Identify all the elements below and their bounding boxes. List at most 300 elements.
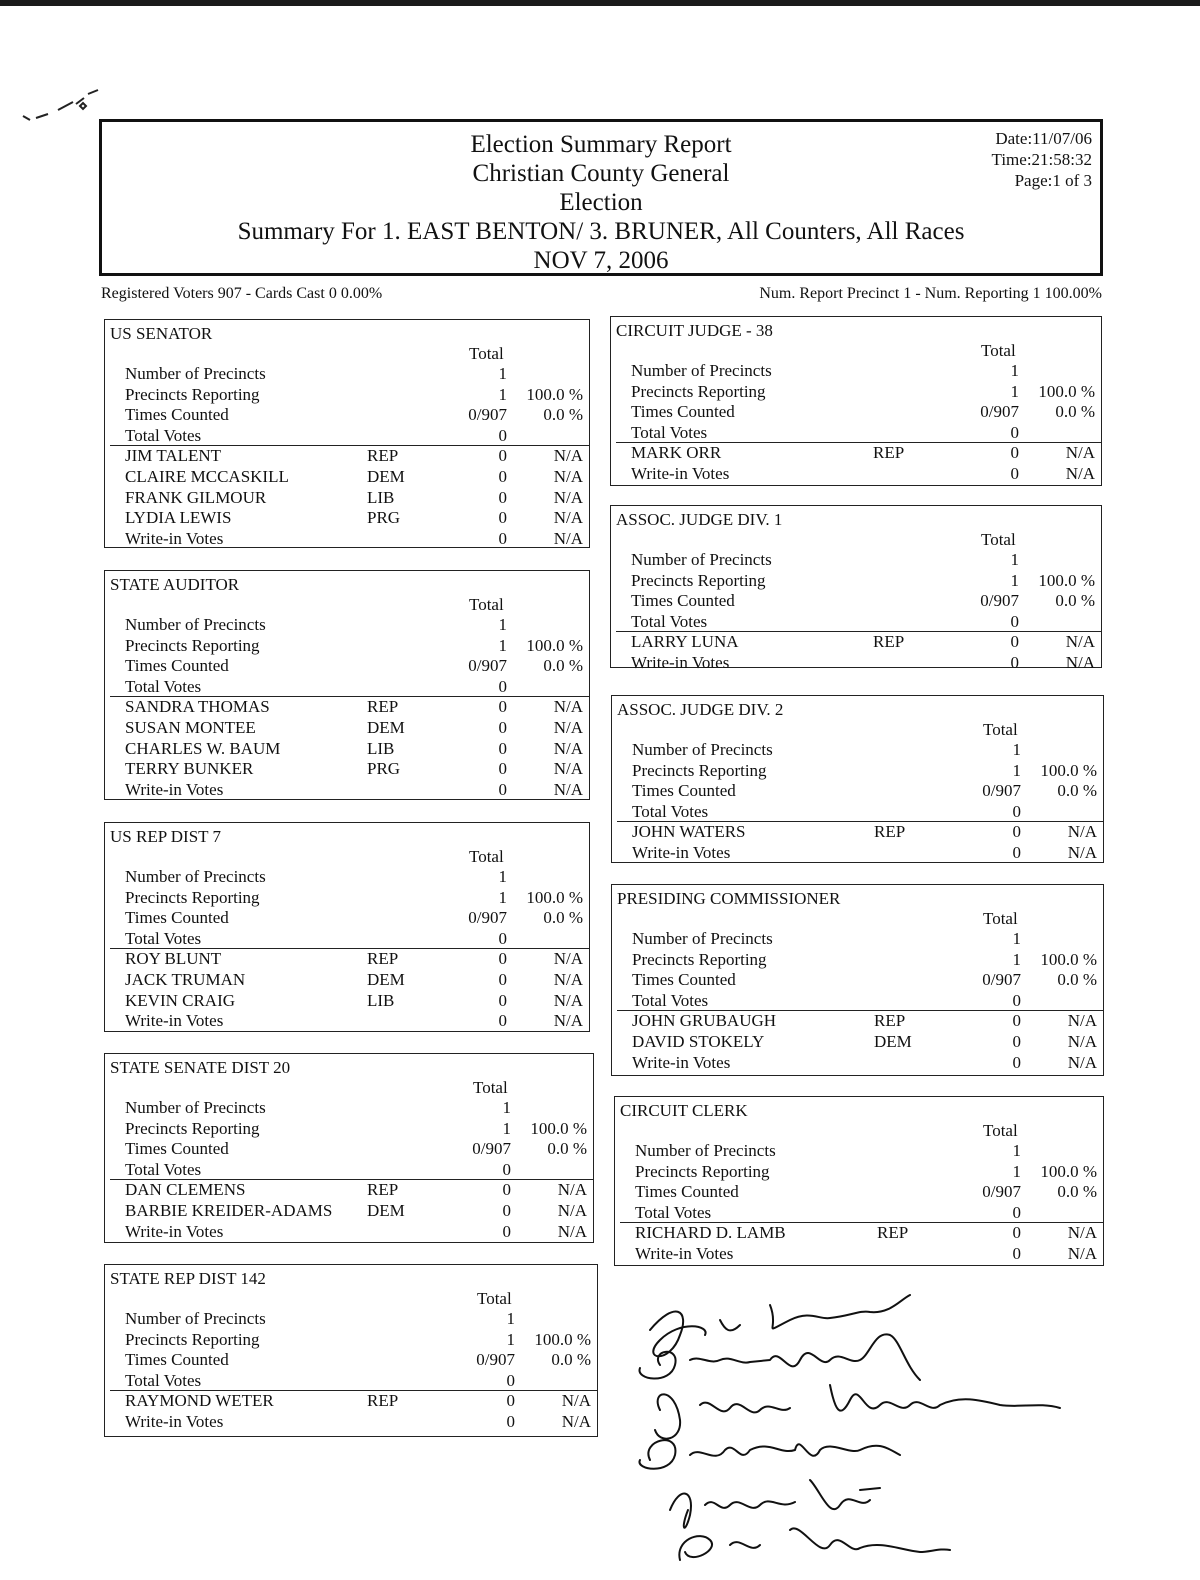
candidate-votes: 0 xyxy=(502,1201,511,1220)
candidate-row xyxy=(105,488,589,508)
total-column-header: Total xyxy=(983,909,1018,928)
candidate-percent: N/A xyxy=(553,446,583,466)
candidate-row xyxy=(105,949,589,969)
stat-value: 1 xyxy=(498,887,507,907)
stat-value: 1 xyxy=(498,635,507,655)
candidate-votes: 0 xyxy=(498,697,507,717)
candidate-name: Write-in Votes xyxy=(632,843,731,862)
race-title: STATE REP DIST 142 xyxy=(110,1269,266,1288)
stat-percent: 0.0 % xyxy=(1057,1182,1097,1202)
stat-label: Total Votes xyxy=(632,990,709,1010)
stat-row xyxy=(611,591,1101,611)
candidate-party: REP xyxy=(873,632,905,652)
stat-label: Precincts Reporting xyxy=(631,381,766,401)
total-column-header: Total xyxy=(469,847,504,866)
stat-percent: 0.0 % xyxy=(543,908,583,928)
stat-label: Precincts Reporting xyxy=(635,1161,770,1181)
stat-label: Times Counted xyxy=(125,656,229,676)
stat-label: Precincts Reporting xyxy=(125,1118,260,1138)
candidate-name: ROY BLUNT xyxy=(125,949,222,969)
stat-value: 1 xyxy=(1010,570,1019,590)
candidate-row xyxy=(105,718,589,738)
stat-label: Precincts Reporting xyxy=(631,570,766,590)
candidate-name: MARK ORR xyxy=(631,443,722,463)
candidate-party: REP xyxy=(873,443,905,463)
total-column-header: Total xyxy=(981,341,1016,360)
stat-value: 0/907 xyxy=(468,405,507,425)
report-summary-for: Summary For 1. EAST BENTON/ 3. BRUNER, All Counters, All Races xyxy=(237,218,965,245)
race-box xyxy=(611,695,1104,863)
candidate-row xyxy=(105,1391,597,1411)
report-date-line: NOV 7, 2006 xyxy=(533,247,669,274)
candidate-name: RICHARD D. LAMB xyxy=(635,1223,786,1243)
stat-row xyxy=(105,426,589,446)
stat-label: Total Votes xyxy=(125,1370,202,1390)
candidate-name: Write-in Votes xyxy=(125,1221,224,1241)
race-box xyxy=(104,822,590,1032)
race-title: STATE SENATE DIST 20 xyxy=(110,1058,291,1077)
candidate-name: Write-in Votes xyxy=(125,1011,224,1031)
race-box xyxy=(610,316,1102,486)
candidate-row xyxy=(611,443,1101,463)
candidate-votes: 0 xyxy=(498,970,507,989)
stat-label: Total Votes xyxy=(125,676,202,696)
candidate-percent: N/A xyxy=(1065,464,1095,483)
total-column-header: Total xyxy=(477,1289,512,1308)
candidate-percent: N/A xyxy=(553,508,583,528)
candidate-row xyxy=(615,1244,1103,1264)
stat-value: 0 xyxy=(502,1159,511,1179)
report-county: Christian County General xyxy=(472,160,730,187)
candidate-votes: 0 xyxy=(1010,443,1019,463)
candidate-row xyxy=(105,446,589,466)
report-time: Time:21:58:32 xyxy=(991,150,1092,169)
stat-row xyxy=(612,802,1103,822)
race-title: ASSOC. JUDGE DIV. 1 xyxy=(616,510,783,529)
stat-row xyxy=(105,1371,597,1391)
candidate-percent: N/A xyxy=(1065,443,1095,463)
stat-label: Total Votes xyxy=(125,425,202,445)
stat-percent: 100.0 % xyxy=(1040,949,1097,969)
race-title: STATE AUDITOR xyxy=(110,575,240,594)
stat-row xyxy=(612,781,1103,801)
candidate-name: KEVIN CRAIG xyxy=(125,990,236,1010)
candidate-row xyxy=(105,1222,593,1242)
stat-label: Precincts Reporting xyxy=(125,1329,260,1349)
stat-label: Times Counted xyxy=(632,970,736,990)
stat-value: 0 xyxy=(498,676,507,696)
candidate-row xyxy=(105,508,589,528)
stat-percent: 100.0 % xyxy=(526,384,583,404)
stat-row xyxy=(105,1309,597,1329)
stat-value: 0 xyxy=(498,928,507,948)
candidate-row xyxy=(612,822,1103,842)
stat-label: Number of Precincts xyxy=(125,867,266,886)
candidate-party: DEM xyxy=(874,1032,912,1051)
candidate-party: DEM xyxy=(367,467,405,486)
stat-row xyxy=(612,740,1103,760)
candidate-party: DEM xyxy=(367,718,405,737)
candidate-votes: 0 xyxy=(498,446,507,466)
stat-value: 0/907 xyxy=(476,1350,515,1370)
candidate-name: FRANK GILMOUR xyxy=(125,487,267,507)
stat-row xyxy=(611,571,1101,591)
stat-value: 0 xyxy=(1012,990,1021,1010)
stat-value: 0/907 xyxy=(982,1182,1021,1202)
race-box xyxy=(104,1053,594,1243)
candidate-percent: N/A xyxy=(1065,632,1095,652)
candidate-percent: N/A xyxy=(553,759,583,779)
race-title: ASSOC. JUDGE DIV. 2 xyxy=(617,700,784,719)
candidate-row xyxy=(105,1201,593,1221)
scan-speck-mark xyxy=(18,84,108,124)
stat-label: Precincts Reporting xyxy=(125,384,260,404)
stat-row xyxy=(612,950,1103,970)
stat-value: 0 xyxy=(1012,801,1021,821)
stat-percent: 100.0 % xyxy=(530,1118,587,1138)
stat-percent: 0.0 % xyxy=(543,405,583,425)
candidate-votes: 0 xyxy=(498,487,507,507)
candidate-percent: N/A xyxy=(553,467,583,486)
stat-label: Times Counted xyxy=(125,1350,229,1370)
candidate-percent: N/A xyxy=(553,738,583,758)
stat-label: Number of Precincts xyxy=(125,1309,266,1328)
candidate-row xyxy=(612,1011,1103,1031)
stat-value: 0 xyxy=(1012,1202,1021,1222)
candidate-row xyxy=(105,697,589,717)
report-title: Election Summary Report xyxy=(470,131,732,158)
candidate-votes: 0 xyxy=(1012,1032,1021,1051)
candidate-row xyxy=(612,843,1103,863)
candidate-votes: 0 xyxy=(502,1221,511,1241)
candidate-name: Write-in Votes xyxy=(635,1244,734,1263)
stat-label: Number of Precincts xyxy=(631,361,772,380)
candidate-name: Write-in Votes xyxy=(125,779,224,799)
candidate-name: BARBIE KREIDER-ADAMS xyxy=(125,1201,333,1220)
candidate-percent: N/A xyxy=(553,697,583,717)
stat-label: Number of Precincts xyxy=(125,364,266,383)
stat-percent: 0.0 % xyxy=(551,1350,591,1370)
candidate-votes: 0 xyxy=(1010,464,1019,483)
stat-value: 1 xyxy=(1010,361,1019,380)
stat-row xyxy=(615,1162,1103,1182)
race-box xyxy=(614,1096,1104,1266)
candidate-row xyxy=(105,467,589,487)
candidate-row xyxy=(105,759,589,779)
candidate-votes: 0 xyxy=(498,990,507,1010)
candidate-votes: 0 xyxy=(506,1391,515,1411)
candidate-party: REP xyxy=(367,446,399,466)
stat-value: 0/907 xyxy=(982,970,1021,990)
candidate-name: RAYMOND WETER xyxy=(125,1391,274,1411)
candidate-votes: 0 xyxy=(1012,822,1021,842)
candidate-row xyxy=(105,529,589,549)
total-column-header: Total xyxy=(981,530,1016,549)
reporting-summary: Num. Report Precinct 1 - Num. Reporting 1 100.00% xyxy=(759,285,1102,302)
stat-row xyxy=(105,1330,597,1350)
candidate-name: DAVID STOKELY xyxy=(632,1032,765,1051)
candidate-votes: 0 xyxy=(498,528,507,548)
stat-label: Number of Precincts xyxy=(635,1141,776,1160)
stat-row xyxy=(615,1182,1103,1202)
candidate-row xyxy=(105,739,589,759)
candidate-name: Write-in Votes xyxy=(125,1412,224,1431)
stat-value: 1 xyxy=(1010,381,1019,401)
stat-value: 0 xyxy=(1010,422,1019,442)
candidate-votes: 0 xyxy=(1012,1011,1021,1031)
stat-label: Number of Precincts xyxy=(632,929,773,948)
stat-label: Total Votes xyxy=(631,422,708,442)
stat-percent: 0.0 % xyxy=(547,1139,587,1159)
stat-value: 0/907 xyxy=(472,1139,511,1159)
stat-row xyxy=(105,908,589,928)
candidate-percent: N/A xyxy=(553,990,583,1010)
poll-worker-signatures xyxy=(620,1290,1080,1570)
stat-label: Number of Precincts xyxy=(125,615,266,634)
candidate-party: DEM xyxy=(367,1201,405,1220)
candidate-party: REP xyxy=(367,1391,399,1411)
candidate-votes: 0 xyxy=(1010,632,1019,652)
race-box xyxy=(611,884,1104,1076)
candidate-votes: 0 xyxy=(502,1180,511,1200)
candidate-percent: N/A xyxy=(557,1180,587,1200)
stat-percent: 100.0 % xyxy=(1040,1161,1097,1181)
stat-row xyxy=(615,1141,1103,1161)
candidate-votes: 0 xyxy=(498,467,507,486)
candidate-percent: N/A xyxy=(553,718,583,737)
candidate-row xyxy=(105,1011,589,1031)
registered-voters-summary: Registered Voters 907 - Cards Cast 0 0.00% xyxy=(101,285,383,302)
candidate-votes: 0 xyxy=(498,779,507,799)
candidate-percent: N/A xyxy=(561,1412,591,1431)
candidate-name: JIM TALENT xyxy=(125,446,222,466)
stat-value: 0/907 xyxy=(468,656,507,676)
stat-row xyxy=(611,402,1101,422)
stat-row xyxy=(105,929,589,949)
stat-value: 1 xyxy=(1012,949,1021,969)
candidate-percent: N/A xyxy=(1067,1032,1097,1051)
race-title: US SENATOR xyxy=(110,324,213,343)
candidate-percent: N/A xyxy=(557,1201,587,1220)
stat-value: 1 xyxy=(498,867,507,886)
candidate-name: SANDRA THOMAS xyxy=(125,697,270,717)
candidate-percent: N/A xyxy=(553,949,583,969)
stat-label: Number of Precincts xyxy=(631,550,772,569)
candidate-votes: 0 xyxy=(498,508,507,528)
candidate-percent: N/A xyxy=(1067,1223,1097,1243)
candidate-row xyxy=(612,1053,1103,1073)
report-election: Election xyxy=(559,189,643,216)
total-column-header: Total xyxy=(473,1078,508,1097)
candidate-votes: 0 xyxy=(498,718,507,737)
stat-row xyxy=(611,423,1101,443)
stat-value: 1 xyxy=(1012,929,1021,948)
stat-row xyxy=(105,1350,597,1370)
stat-label: Times Counted xyxy=(635,1182,739,1202)
stat-percent: 100.0 % xyxy=(1040,760,1097,780)
candidate-percent: N/A xyxy=(553,487,583,507)
candidate-party: DEM xyxy=(367,970,405,989)
candidate-percent: N/A xyxy=(553,528,583,548)
candidate-party: REP xyxy=(367,949,399,969)
stat-row xyxy=(105,364,589,384)
candidate-name: Write-in Votes xyxy=(631,653,730,672)
candidate-percent: N/A xyxy=(1067,1052,1097,1072)
candidate-party: LIB xyxy=(367,487,395,507)
stat-value: 0/907 xyxy=(468,908,507,928)
candidate-votes: 0 xyxy=(1010,653,1019,672)
stat-label: Precincts Reporting xyxy=(125,887,260,907)
candidate-votes: 0 xyxy=(1012,1223,1021,1243)
stat-value: 1 xyxy=(1012,740,1021,759)
stat-row xyxy=(615,1203,1103,1223)
candidate-name: JACK TRUMAN xyxy=(125,970,246,989)
stat-label: Times Counted xyxy=(631,402,735,422)
candidate-votes: 0 xyxy=(1012,843,1021,862)
stat-label: Number of Precincts xyxy=(632,740,773,759)
candidate-row xyxy=(611,464,1101,484)
candidate-row xyxy=(105,1412,597,1432)
race-box xyxy=(610,505,1102,672)
stat-row xyxy=(611,612,1101,632)
candidate-name: Write-in Votes xyxy=(632,1052,731,1072)
stat-value: 1 xyxy=(498,384,507,404)
total-column-header: Total xyxy=(469,595,504,614)
candidate-percent: N/A xyxy=(557,1221,587,1241)
stat-label: Number of Precincts xyxy=(125,1098,266,1117)
stat-value: 1 xyxy=(1012,760,1021,780)
stat-percent: 100.0 % xyxy=(1038,381,1095,401)
candidate-percent: N/A xyxy=(1067,1011,1097,1031)
candidate-party: LIB xyxy=(367,990,395,1010)
stat-row xyxy=(105,656,589,676)
stat-label: Total Votes xyxy=(125,928,202,948)
candidate-row xyxy=(105,970,589,990)
candidate-votes: 0 xyxy=(498,1011,507,1031)
race-title: CIRCUIT CLERK xyxy=(620,1101,748,1120)
stat-percent: 100.0 % xyxy=(526,635,583,655)
candidate-name: SUSAN MONTEE xyxy=(125,718,256,737)
stat-label: Total Votes xyxy=(631,611,708,631)
stat-label: Times Counted xyxy=(125,908,229,928)
candidate-name: Write-in Votes xyxy=(631,464,730,483)
candidate-percent: N/A xyxy=(553,970,583,989)
stat-row xyxy=(105,888,589,908)
candidate-row xyxy=(611,653,1101,673)
stat-row xyxy=(611,361,1101,381)
candidate-name: TERRY BUNKER xyxy=(125,759,254,779)
stat-row xyxy=(612,761,1103,781)
stat-row xyxy=(105,1119,593,1139)
stat-row xyxy=(105,636,589,656)
stat-label: Times Counted xyxy=(125,405,229,425)
stat-value: 1 xyxy=(502,1118,511,1138)
candidate-percent: N/A xyxy=(561,1391,591,1411)
stat-row xyxy=(105,615,589,635)
stat-row xyxy=(105,1160,593,1180)
stat-row xyxy=(611,550,1101,570)
stat-label: Precincts Reporting xyxy=(632,949,767,969)
stat-row xyxy=(612,970,1103,990)
candidate-row xyxy=(105,1180,593,1200)
stat-percent: 0.0 % xyxy=(543,656,583,676)
race-box xyxy=(104,570,590,800)
candidate-party: REP xyxy=(874,822,906,842)
stat-percent: 0.0 % xyxy=(1055,591,1095,611)
candidate-party: REP xyxy=(874,1011,906,1031)
race-box xyxy=(104,1264,598,1437)
stat-value: 1 xyxy=(498,364,507,383)
candidate-party: REP xyxy=(877,1223,909,1243)
stat-value: 1 xyxy=(498,615,507,634)
stat-label: Precincts Reporting xyxy=(632,760,767,780)
stat-value: 1 xyxy=(502,1098,511,1117)
report-header xyxy=(99,119,1103,276)
stat-row xyxy=(105,1098,593,1118)
stat-value: 0/907 xyxy=(980,591,1019,611)
candidate-percent: N/A xyxy=(1067,822,1097,842)
candidate-party: PRG xyxy=(367,508,401,528)
candidate-percent: N/A xyxy=(553,779,583,799)
candidate-row xyxy=(105,991,589,1011)
stat-row xyxy=(105,1139,593,1159)
candidate-percent: N/A xyxy=(1067,1244,1097,1263)
stat-value: 0 xyxy=(1010,611,1019,631)
stat-label: Times Counted xyxy=(125,1139,229,1159)
candidate-row xyxy=(105,780,589,800)
stat-row xyxy=(612,991,1103,1011)
candidate-party: LIB xyxy=(367,738,395,758)
stat-value: 1 xyxy=(506,1329,515,1349)
candidate-percent: N/A xyxy=(553,1011,583,1031)
candidate-name: LYDIA LEWIS xyxy=(125,508,232,528)
scan-edge-line xyxy=(0,0,1200,6)
candidate-name: CLAIRE MCCASKILL xyxy=(125,467,289,486)
race-box xyxy=(104,319,590,548)
stat-percent: 0.0 % xyxy=(1057,781,1097,801)
candidate-row xyxy=(612,1032,1103,1052)
stat-value: 0 xyxy=(506,1370,515,1390)
total-column-header: Total xyxy=(983,720,1018,739)
race-title: CIRCUIT JUDGE - 38 xyxy=(616,321,773,340)
report-date: Date:11/07/06 xyxy=(995,129,1092,148)
stat-value: 1 xyxy=(1010,550,1019,569)
candidate-party: REP xyxy=(367,1180,399,1200)
candidate-percent: N/A xyxy=(1065,653,1095,672)
candidate-votes: 0 xyxy=(498,949,507,969)
candidate-row xyxy=(615,1223,1103,1243)
stat-percent: 0.0 % xyxy=(1057,970,1097,990)
total-column-header: Total xyxy=(469,344,504,363)
stat-percent: 100.0 % xyxy=(534,1329,591,1349)
candidate-row xyxy=(611,632,1101,652)
candidate-percent: N/A xyxy=(1067,843,1097,862)
candidate-votes: 0 xyxy=(498,738,507,758)
stat-percent: 100.0 % xyxy=(1038,570,1095,590)
candidate-party: REP xyxy=(367,697,399,717)
stat-value: 1 xyxy=(506,1309,515,1328)
total-column-header: Total xyxy=(983,1121,1018,1140)
stat-value: 0 xyxy=(498,425,507,445)
race-title: US REP DIST 7 xyxy=(110,827,221,846)
candidate-votes: 0 xyxy=(1012,1244,1021,1263)
stat-value: 0/907 xyxy=(982,781,1021,801)
candidate-name: JOHN GRUBAUGH xyxy=(632,1011,777,1031)
candidate-party: PRG xyxy=(367,759,401,779)
candidate-name: JOHN WATERS xyxy=(632,822,746,842)
candidate-votes: 0 xyxy=(1012,1052,1021,1072)
stat-label: Total Votes xyxy=(125,1159,202,1179)
